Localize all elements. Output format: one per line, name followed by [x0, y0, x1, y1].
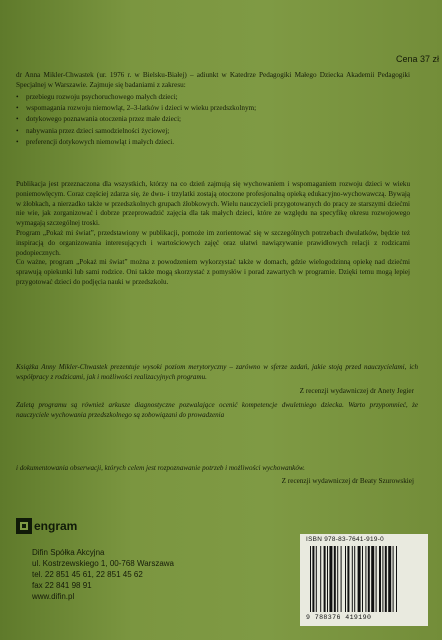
publisher-name: Difin Spółka Akcyjna [32, 548, 105, 557]
review-quote [16, 362, 418, 382]
author-bio: dr Anna Mikler-Chwastek (ur. 1976 r. w Bielsku-Białej) – adiunkt w Katedrze Pedagogiki Małego Dziecka Akademii Pedagogiki Specjalnej w Warszawie. Zajmuje się badaniami z zakresu: [16, 71, 410, 89]
description-paragraph: Publikacja jest przeznaczona dla wszystkich, którzy na co dzień zajmują się wychowaniem i wspomaganiem rozwoju dzieci w wieku poniemowlęcym. Coraz częściej zdarza się, że dwu- i trzylatki zostają otoczone profesjonalną opieką edukacyjno-wychowawczą. Bywają w żłobkach, a nierzadko także w przedszkolnych grupach żłobkowych. Wielu nauczycieli przygotowanych do pracy ze starszymi dziećmi nie wie, jak zorganizować i dobrze przeprowadzić zajęcia dla tak małych dzieci, które ze względu na specyfikę okresu rozwojowego wymagają szczególnej troski. [16, 180, 410, 228]
description-paragraph: Co ważne, program „Pokaż mi świat” można z powodzeniem wykorzystać także w domach, gdzie wielogodzinną opiekę nad dziećmi sprawują opiekunki lub sami rodzice. Oni także mogą skorzystać z pomysłów i porad zawartych w programie. Dzięki temu mogą lepiej przygotować dzieci do podjęcia nauki w przedszkolu. [16, 258, 410, 286]
list-item: • przebiegu rozwoju psychoruchowego małych dzieci; [16, 92, 376, 103]
logo-text: engram [34, 519, 78, 533]
price-label: Cena 37 zł [396, 54, 440, 64]
list-item: • preferencji dotykowych niemowląt i małych dzieci. [16, 137, 376, 148]
review-attribution: Z recenzji wydawniczej dr Anety Jegier [299, 387, 414, 395]
publisher-website: www.difin.pl [32, 592, 75, 601]
list-item: • wspomagania rozwoju niemowląt, 2–3-latków i dzieci w wieku przedszkolnym; [16, 103, 376, 114]
publisher-phone: tel. 22 851 45 61, 22 851 45 62 [32, 570, 143, 579]
engram-logo-icon [16, 518, 32, 534]
review-text: i dokumentowania obserwacji, których celem jest rozpoznawanie potrzeb i możliwości wychowanków. [16, 464, 305, 472]
isbn-label: ISBN 978-83-7641-919-0 [306, 536, 385, 543]
publisher-fax: fax 22 841 98 91 [32, 581, 92, 590]
review-quote [16, 400, 418, 420]
review-attribution: Z recenzji wydawniczej dr Beaty Szurowskiej [281, 477, 414, 485]
barcode-number: 9 788376 419190 [306, 614, 372, 621]
isbn-barcode-box [300, 534, 428, 626]
review-quote-continued [16, 463, 418, 473]
description-paragraph: Program „Pokaż mi świat”, przedstawiony w publikacji, pomoże im zorientować się w szczególnych potrzebach dwulatków, będzie też inspiracją do organizowania interesujących i wartościowych zajęć oraz ułatwi nawiązywanie prawidłowych relacji z rodzicami podopiecznych. [16, 228, 410, 257]
publisher-address: ul. Kostrzewskiego 1, 00-768 Warszawa [32, 559, 174, 568]
barcode-icon [308, 546, 420, 612]
publisher-info [32, 547, 232, 602]
list-item: • nabywania przez dzieci samodzielności życiowej; [16, 126, 376, 137]
book-description [16, 180, 410, 288]
review-text: Zaletą programu są również arkusze diagnostyczne pozwalające ocenić kompetencje dwuletniego dziecka. Warto przypomnieć, że nauczyciele wychowania przedszkolnego są zobowiązani do prowadzenia [16, 401, 418, 419]
list-item: • dotykowego poznawania otoczenia przez małe dzieci; [16, 114, 376, 125]
publisher-logo [16, 518, 104, 534]
research-interests-list [16, 92, 376, 148]
review-text: Książka Anny Mikler-Chwastek prezentuje wysoki poziom merytoryczny – zarówno w sferze zadań, jakie stoją przed nauczycielami, ich współpracy z rodzicami, jak i możliwości realizacyjnych programu. [16, 363, 418, 381]
